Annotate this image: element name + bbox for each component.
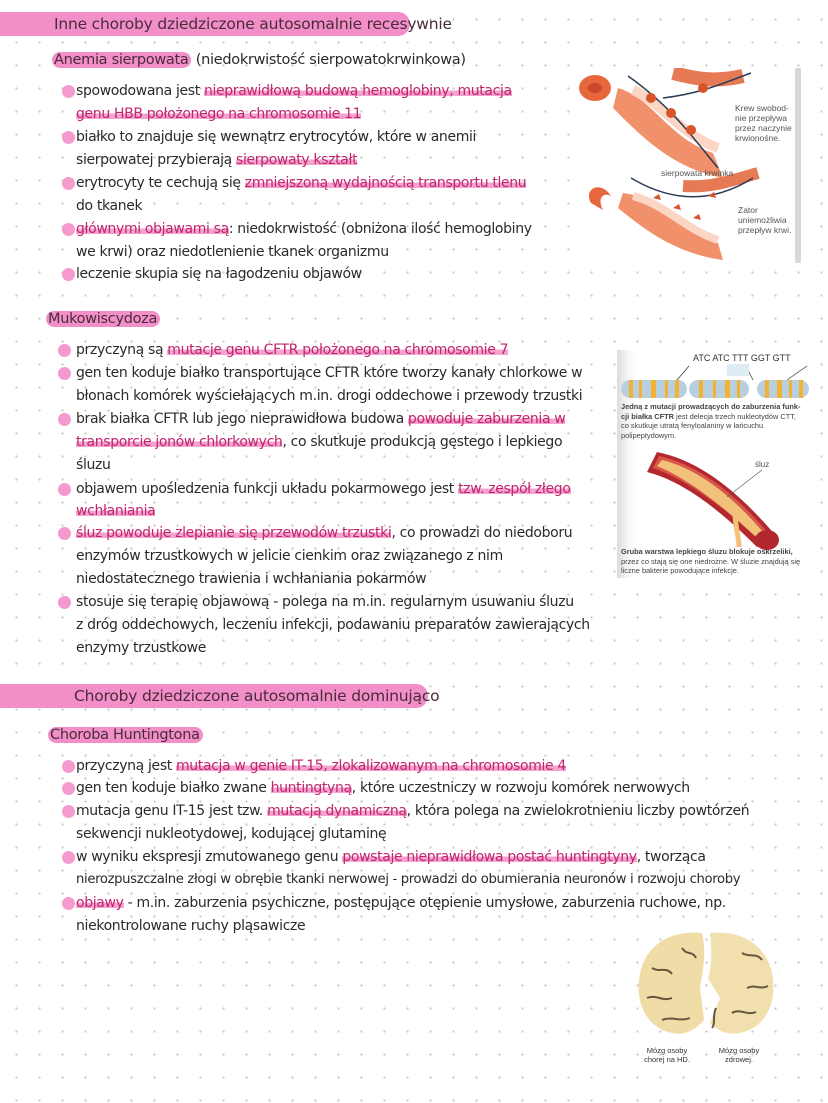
anemia-b4-l2: we krwi) oraz niedotlenienie tkanek organizmu <box>76 244 389 260</box>
cf-b4-l2: wchłaniania <box>76 503 156 519</box>
cf-b5-l3: niedostatecznego trawienia i wchłaniania pokarmów <box>76 571 427 587</box>
anemia-b1-l1: spowodowana jest nieprawidłową budową hemoglobiny, mutacja <box>76 83 512 99</box>
sickle-cell-figure: Krew swobod- nie przepływa przez naczynie krwionośne. sierpowata krwinka Zator uniemożliwia przepływ krwi. <box>573 68 801 263</box>
bullet-icon <box>62 851 75 864</box>
disease-name: Anemia sierpowata <box>52 52 191 68</box>
bullet-icon <box>62 782 75 795</box>
section-title: Inne choroby dziedziczone autosomalnie recesywnie <box>54 15 452 33</box>
hd-b5-l1: objawy - m.in. zaburzenia psychiczne, postępujące otępienie umysłowe, zaburzenia ruchowe, np. <box>76 895 726 911</box>
anemia-b2-l2: sierpowatej przybierają sierpowaty kształt <box>76 152 358 168</box>
dna-strand-illustration <box>617 364 815 404</box>
disease-heading-hd <box>48 725 203 745</box>
anemia-b1-l2: genu HBB położonego na chromosomie 11 <box>76 106 362 122</box>
bullet-icon <box>62 177 75 190</box>
bullet-icon <box>58 413 71 426</box>
bullet-icon <box>58 344 71 357</box>
cf-b4-l1: objawem upośledzenia funkcji układu pokarmowego jest tzw. zespół złego <box>76 481 571 497</box>
bullet-icon <box>62 223 75 236</box>
hd-b4-l2: nierozpuszczalne złogi w obrębie tkanki nerwowej - prowadzi do obumierania neuronów i rozwoju choroby <box>76 872 741 887</box>
brain-comparison-figure: Mózg osoby chorej na HD. Mózg osoby zdrowej. <box>632 928 782 1073</box>
bullet-icon <box>58 596 71 609</box>
bullet-icon <box>58 483 71 496</box>
bullet-icon <box>62 85 75 98</box>
cf-b1-l1: przyczyną są mutacje genu CFTR położonego na chromosomie 7 <box>76 342 509 358</box>
disease-heading-cf <box>46 309 160 329</box>
anemia-b3-l1: erytrocyty te cechują się zmniejszoną wydajnością transportu tlenu <box>76 175 527 191</box>
bullet-icon <box>58 527 71 540</box>
bullet-icon <box>62 760 75 773</box>
anemia-b2-l1: białko to znajduje się wewnątrz erytrocytów, które w anemii <box>76 129 477 145</box>
cf-b3-l1: brak białka CFTR lub jego nieprawidłowa budowa powoduje zaburzenia w <box>76 411 566 427</box>
cf-b3-l2: transporcie jonów chlorkowych, co skutkuje produkcją gęstego i lepkiego <box>76 434 563 450</box>
cf-b2-l2: błonach komórek wyściełających m.in. drogi oddechowe i przewody trzustki <box>76 388 583 404</box>
hd-b4-l1: w wyniku ekspresji zmutowanego genu powstaje nieprawidłowa postać huntingtyny, tworząca <box>76 849 706 865</box>
section-title: Choroby dziedziczone autosomalnie dominująco <box>74 687 440 705</box>
cftr-figure: ATC ATC TTT GGT GTT Jedną z mutacji prowadzących do zaburzenia funk- cji białka CFTR jest delecja trzech nukleotydów CTT, co skutkuje utratą fenyloalaniny w łańcuchu polipeptydowym. śluz Gruba warstwa lepkiego śluzu blokuje oskrzeliki, przez co stają się one niedrożne. W śluzie znajdują się liczne bakterie powodujące infekcje. <box>617 350 815 578</box>
cf-b6-l2: z dróg oddechowych, leczeniu infekcji, podawaniu preparatów zawierających <box>76 617 590 633</box>
hd-b2-l1: gen ten koduje białko zwane huntingtyną, które uczestniczy w rozwoju komórek nerwowych <box>76 780 690 796</box>
cf-b6-l1: stosuje się terapię objawową - polega na m.in. regularnym usuwaniu śluzu <box>76 594 574 610</box>
anemia-b4-l1: głównymi objawami są: niedokrwistość (obniżona ilość hemoglobiny <box>76 221 532 237</box>
section-banner-recessive <box>0 12 452 36</box>
bullet-icon <box>62 897 75 910</box>
anemia-b3-l2: do tkanek <box>76 198 143 214</box>
bullet-icon <box>62 268 75 281</box>
hd-b1-l1: przyczyną jest mutacja w genie IT-15, zlokalizowanym na chromosomie 4 <box>76 758 566 774</box>
hd-b3-l1: mutacja genu IT-15 jest tzw. mutacją dynamiczną, która polega na zwielokrotnieniu liczby powtórzeń <box>76 803 750 819</box>
cf-b2-l1: gen ten koduje białko transportujące CFTR które tworzy kanały chlorkowe w <box>76 365 583 381</box>
disease-subtitle: (niedokrwistość sierpowatokrwinkowa) <box>191 52 466 68</box>
anemia-b5-l1: leczenie skupia się na łagodzeniu objawów <box>76 266 362 282</box>
cf-b5-l1: śluz powoduje zlepianie się przewodów trzustki, co prowadzi do niedoboru <box>76 525 573 541</box>
cf-b6-l3: enzymy trzustkowe <box>76 640 207 656</box>
bullet-icon <box>58 367 71 380</box>
hd-b3-l2: sekwencji nukleotydowej, kodującej glutaminę <box>76 826 387 842</box>
section-banner-dominant <box>0 684 440 708</box>
disease-name: Choroba Huntingtona <box>48 727 203 743</box>
bullet-icon <box>62 131 75 144</box>
airway-mucus-illustration <box>617 442 815 552</box>
cf-b3-l3: śluzu <box>76 457 111 473</box>
bullet-icon <box>62 805 75 818</box>
hd-b5-l2: niekontrolowane ruchy pląsawicze <box>76 918 306 934</box>
disease-name: Mukowiscydoza <box>46 311 160 327</box>
cf-b5-l2: enzymów trzustkowych w jelicie cienkim oraz związanego z nim <box>76 548 503 564</box>
brain-sections-illustration <box>632 928 782 1038</box>
disease-heading-anemia <box>52 50 466 70</box>
